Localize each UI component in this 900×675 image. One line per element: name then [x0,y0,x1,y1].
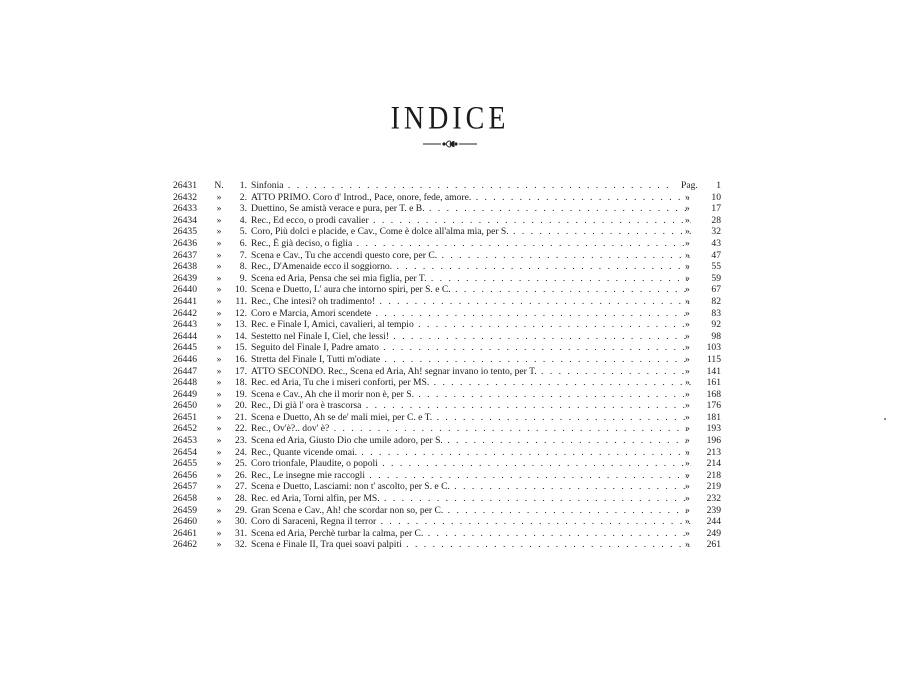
item-description: Scena ed Aria, Giusto Dio che umile adoro, per S. . . [251,435,691,447]
page-ditto-mark: » [685,330,690,342]
index-row [173,528,723,540]
index-row [173,342,723,354]
item-description: Rec., Le insegne mie raccogli . . [251,470,691,482]
index-row [173,366,723,378]
page-ditto-mark: » [685,353,690,365]
item-number: 21. [235,411,247,423]
page-number: 59 [711,272,721,284]
item-number: 16. [235,353,247,365]
number-marker: » [216,261,222,273]
page-ditto-mark: » [685,249,690,261]
catalog-number: 26461 [173,527,197,539]
item-description: Rec. ed Aria, Tu che i miseri conforti, per MS. . . [251,377,691,389]
index-row [173,273,723,285]
page-number: 181 [706,411,721,423]
item-number: 12. [235,307,247,319]
index-row [173,331,723,343]
index-row [173,203,723,215]
page-number: 10 [711,191,721,203]
item-description: Sestetto nel Finale I, Ciel, che lessi! . . [251,331,691,343]
number-marker: » [216,284,222,296]
number-marker: » [216,423,222,435]
catalog-number: 26457 [173,481,197,493]
number-marker: » [216,249,222,261]
page-ditto-mark: » [685,226,690,238]
catalog-number: 26435 [173,226,197,238]
item-description: ATTO PRIMO. Coro d' Introd., Pace, onore, fede, amore. . . [251,192,691,204]
item-number: 15. [235,342,247,354]
item-description: Seguito del Finale I, Padre amato . . [251,342,691,354]
page-number: 103 [706,342,721,354]
index-row [173,423,723,435]
index-row [173,261,723,273]
page-number: 239 [706,504,721,516]
catalog-number: 26447 [173,365,197,377]
item-description: Rec. e Finale I, Amici, cavalieri, al tempio . . [251,319,691,331]
page-ditto-mark: » [685,377,690,389]
index-row [173,470,723,482]
item-description: Scena e Cav., Ah che il morir non è, per S. . . [251,389,691,401]
number-marker: » [216,353,222,365]
catalog-number: 26439 [173,272,197,284]
item-number: 27. [235,481,247,493]
item-description: Scena ed Aria, Perchè turbar la calma, per C. . . [251,528,691,540]
page-number: 244 [706,516,721,528]
item-number: 29. [235,504,247,516]
index-row [173,308,723,320]
number-marker: » [216,446,222,458]
number-marker: » [216,203,222,215]
page-label: Pag. [681,180,698,191]
item-description: Rec., Ov'è?.. dov' è? . . [251,423,691,435]
page-ditto-mark: » [685,539,690,551]
catalog-number: 26455 [173,458,197,470]
number-marker: » [216,295,222,307]
index-row [173,481,723,493]
item-description: Scena e Finale II, Tra quei soavi palpiti . . [251,539,691,551]
item-description: ATTO SECONDO. Rec., Scena ed Aria, Ah! segnar invano io tento, per T. . . [251,366,691,378]
item-number: 5. [239,226,247,238]
page-number: 82 [711,295,721,307]
number-marker: » [216,365,222,377]
item-description: Scena e Cav., Tu che accendi questo core, per C. . . [251,250,691,262]
item-description: Coro trionfale, Plaudite, o popoli . . [251,458,691,470]
catalog-number: 26444 [173,330,197,342]
number-marker: » [216,481,222,493]
index-row [173,435,723,447]
page-number: 83 [711,307,721,319]
item-number: 10. [235,284,247,296]
catalog-number: 26454 [173,446,197,458]
number-marker: » [216,342,222,354]
item-number: 30. [235,516,247,528]
page-ditto-mark: » [685,365,690,377]
page-number: 261 [706,539,721,551]
number-marker: » [216,504,222,516]
page-number: 218 [706,469,721,481]
catalog-number: 26431 [173,180,197,191]
index-row [173,389,723,401]
item-description: Rec., Quante vicende omai. . . [251,447,691,459]
page-number: 115 [706,353,721,365]
item-description: Scena ed Aria, Pensa che sei mia figlia, per T. . . [251,273,691,285]
index-row [173,192,723,204]
index-row [173,226,723,238]
index-row [173,539,723,551]
index-row [173,238,723,250]
catalog-number: 26436 [173,237,197,249]
number-marker: » [216,272,222,284]
item-number: 18. [235,377,247,389]
page-number: 17 [711,203,721,215]
catalog-number: 26442 [173,307,197,319]
page-number: 141 [706,365,721,377]
page-ditto-mark: » [685,295,690,307]
catalog-number: 26462 [173,539,197,551]
item-number: 8. [239,261,247,273]
item-description: Rec., Ed ecco, o prodi cavalier . . [251,215,691,227]
catalog-number: 26446 [173,353,197,365]
catalog-number: 26438 [173,261,197,273]
page-number: 43 [711,237,721,249]
page-number: 213 [706,446,721,458]
item-description: Scena e Duetto, L' aura che intorno spiri, per S. e C. . . [251,284,691,296]
ornament-divider-icon [423,139,477,149]
page-number: 28 [711,214,721,226]
item-description: Rec., Che intesi? oh tradimento! . . [251,296,691,308]
item-number: 22. [235,423,247,435]
item-description: Rec., Di già l' ora è trascorsa . . [251,400,691,412]
item-number: 3. [239,203,247,215]
number-marker: N. [214,180,224,191]
item-number: 13. [235,319,247,331]
item-description: Rec., D'Amenaide ecco il soggiorno. . . [251,261,691,273]
page-ditto-mark: » [685,481,690,493]
item-number: 7. [239,249,247,261]
page-number: 55 [711,261,721,273]
item-number: 25. [235,458,247,470]
scan-speck [884,418,886,420]
page-ditto-mark: » [685,516,690,528]
item-description: Rec., È già deciso, o figlia . . [251,238,691,250]
number-marker: » [216,539,222,551]
item-description: Sinfonia . . [251,180,691,192]
catalog-number: 26450 [173,400,197,412]
item-number: 4. [239,214,247,226]
item-number: 19. [235,388,247,400]
item-number: 2. [239,191,247,203]
catalog-number: 26452 [173,423,197,435]
item-number: 20. [235,400,247,412]
index-row [173,516,723,528]
number-marker: » [216,469,222,481]
page-ditto-mark: » [685,493,690,505]
page-ditto-mark: » [685,191,690,203]
number-marker: » [216,493,222,505]
number-marker: » [216,191,222,203]
catalog-number: 26445 [173,342,197,354]
number-marker: » [216,214,222,226]
number-marker: » [216,388,222,400]
item-description: Scena e Duetto, Ah se de' mali miei, per C. e T. . . [251,412,691,424]
item-number: 24. [235,446,247,458]
number-marker: » [216,527,222,539]
number-marker: » [216,319,222,331]
item-number: 9. [239,272,247,284]
number-marker: » [216,400,222,412]
index-row [173,412,723,424]
page-number: 214 [706,458,721,470]
index-table [173,180,723,551]
page-ditto-mark: » [685,469,690,481]
number-marker: » [216,435,222,447]
catalog-number: 26432 [173,191,197,203]
page-number: 249 [706,527,721,539]
index-row [173,447,723,459]
catalog-number: 26441 [173,295,197,307]
page-ditto-mark: » [685,446,690,458]
item-description: Scena e Duetto, Lasciami: non t' ascolto, per S. e C. . . [251,481,691,493]
item-number: 17. [235,365,247,377]
page-ditto-mark: » [685,435,690,447]
number-marker: » [216,307,222,319]
catalog-number: 26437 [173,249,197,261]
item-number: 6. [239,237,247,249]
catalog-number: 26443 [173,319,197,331]
number-marker: » [216,377,222,389]
item-description: Coro di Saraceni, Regna il terror . . [251,516,691,528]
page-number: 193 [706,423,721,435]
page-ditto-mark: » [685,400,690,412]
page-number: 176 [706,400,721,412]
catalog-number: 26459 [173,504,197,516]
page-ditto-mark: » [685,388,690,400]
catalog-number: 26451 [173,411,197,423]
page-ditto-mark: » [685,261,690,273]
number-marker: » [216,411,222,423]
page-number: 98 [711,330,721,342]
page-number: 1 [716,180,721,191]
index-row [173,493,723,505]
number-marker: » [216,226,222,238]
page-ditto-mark: » [685,411,690,423]
catalog-number: 26458 [173,493,197,505]
item-description: Coro e Marcia, Amori scendete . . [251,308,691,320]
page-ditto-mark: » [685,284,690,296]
page-ditto-mark: » [685,307,690,319]
item-description: Rec. ed Aria, Torni alfin, per MS. . . [251,493,691,505]
page-ditto-mark: » [685,272,690,284]
item-description: Stretta del Finale I, Tutti m'odiate . . [251,354,691,366]
number-marker: » [216,237,222,249]
item-description: Coro, Più dolci e placide, e Cav., Come è dolce all'alma mia, per S. . . [251,226,691,238]
catalog-number: 26433 [173,203,197,215]
page-title: INDICE [390,100,510,137]
item-number: 11. [235,295,247,307]
catalog-number: 26448 [173,377,197,389]
page-ditto-mark: » [685,527,690,539]
item-number: 32. [235,539,247,551]
index-row [173,319,723,331]
page-number: 232 [706,493,721,505]
item-number: 23. [235,435,247,447]
item-number: 14. [235,330,247,342]
item-number: 31. [235,527,247,539]
page-number: 47 [711,249,721,261]
index-row [173,505,723,517]
index-row [173,296,723,308]
item-number: 28. [235,493,247,505]
item-number: 26. [235,469,247,481]
number-marker: » [216,458,222,470]
item-number: 1. [239,180,247,191]
item-description: Gran Scena e Cav., Ah! che scordar non so, per C. . . [251,505,691,517]
index-row [173,400,723,412]
index-row [173,180,723,192]
page-number: 67 [711,284,721,296]
catalog-number: 26449 [173,388,197,400]
item-description: Duettino, Se amistà verace e pura, per T. e B. . . [251,203,691,215]
catalog-number: 26453 [173,435,197,447]
page-ditto-mark: » [685,423,690,435]
index-row [173,250,723,262]
catalog-number: 26440 [173,284,197,296]
index-row [173,377,723,389]
page-ditto-mark: » [685,458,690,470]
number-marker: » [216,330,222,342]
index-row [173,354,723,366]
page-number: 219 [706,481,721,493]
page-number: 168 [706,388,721,400]
page-number: 32 [711,226,721,238]
page-number: 92 [711,319,721,331]
page-ditto-mark: » [685,342,690,354]
page-number: 161 [706,377,721,389]
number-marker: » [216,516,222,528]
index-row [173,284,723,296]
catalog-number: 26456 [173,469,197,481]
page-ditto-mark: » [685,237,690,249]
catalog-number: 26460 [173,516,197,528]
page-ditto-mark: » [685,214,690,226]
page-ditto-mark: » [685,504,690,516]
catalog-number: 26434 [173,214,197,226]
page-ditto-mark: » [685,203,690,215]
index-row [173,458,723,470]
index-row [173,215,723,227]
page-number: 196 [706,435,721,447]
page-ditto-mark: » [685,319,690,331]
